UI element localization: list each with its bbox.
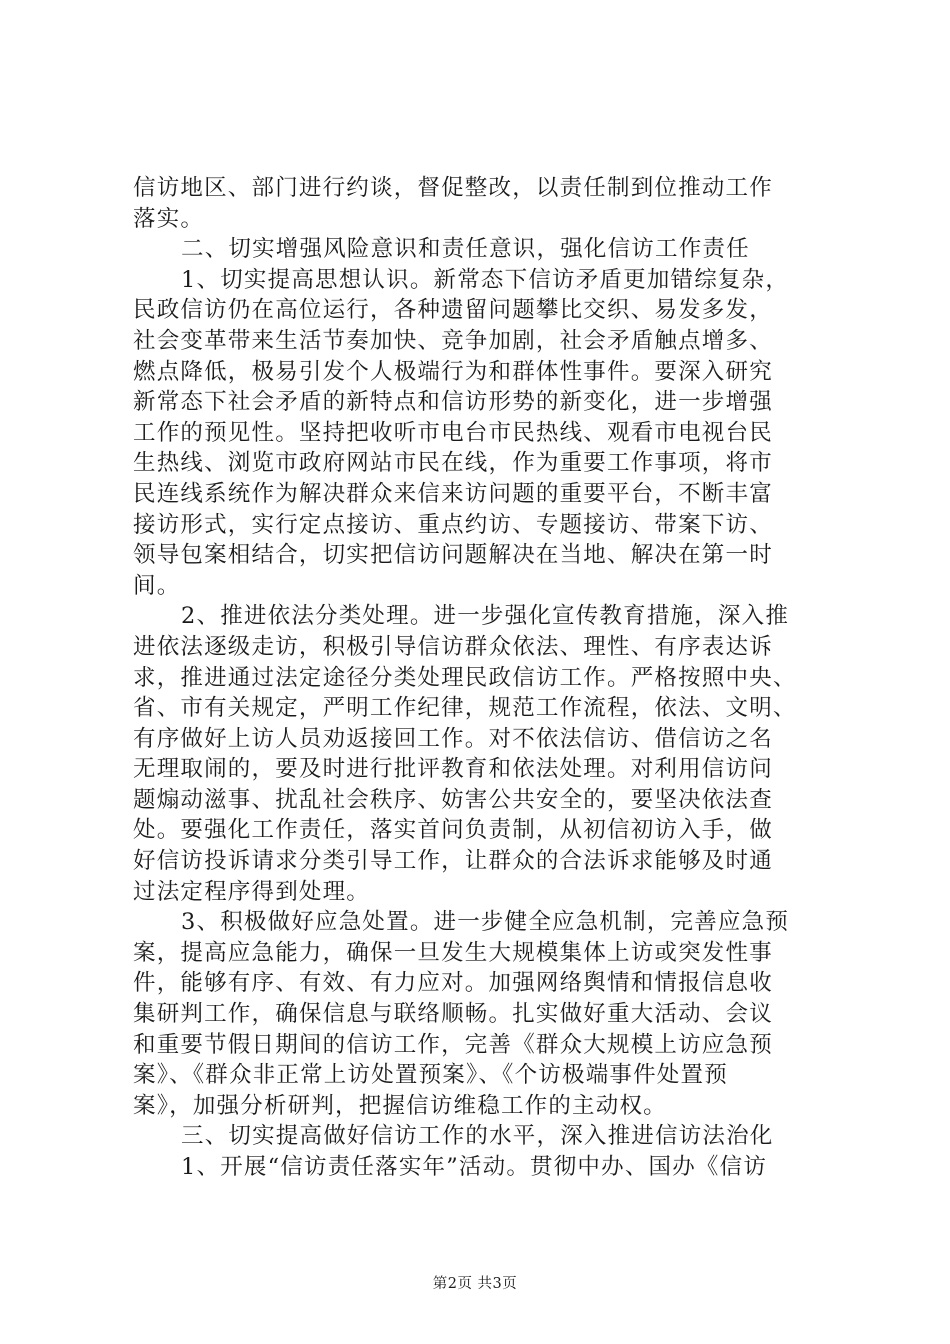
text-line: 生热线、浏览市政府网站市民在线，作为重要工作事项，将市 [133, 450, 773, 477]
text-line: 新常态下社会矛盾的新特点和信访形势的新变化，进一步增强 [133, 389, 773, 416]
text-line: 进依法逐级走访，积极引导信访群众依法、理性、有序表达诉 [133, 633, 773, 660]
text-line: 领导包案相结合，切实把信访问题解决在当地、解决在第一时 [133, 542, 773, 569]
text-line: 间。 [133, 572, 181, 599]
text-line: 集研判工作，确保信息与联络顺畅。扎实做好重大活动、会议 [133, 1001, 773, 1028]
text-line: 案，提高应急能力，确保一旦发生大规模集体上访或突发性事 [133, 939, 773, 966]
text-line: 工作的预见性。坚持把收听市电台市民热线、观看市电视台民 [133, 419, 773, 446]
text-line: 求，推进通过法定途径分类处理民政信访工作。严格按照中央、 [133, 664, 797, 691]
text-line: 落实。 [133, 205, 205, 232]
text-line: 过法定程序得到处理。 [133, 878, 371, 905]
text-line: 有序做好上访人员劝返接回工作。对不依法信访、借信访之名 [133, 725, 773, 752]
text-line: 好信访投诉请求分类引导工作，让群众的合法诉求能够及时通 [133, 848, 773, 875]
text-line: 二、切实增强风险意识和责任意识，强化信访工作责任 [181, 236, 750, 263]
text-line: 社会变革带来生活节奏加快、竞争加剧，社会矛盾触点增多、 [133, 327, 773, 354]
text-line: 省、市有关规定，严明工作纪律，规范工作流程，依法、文明、 [133, 695, 797, 722]
text-line: 无理取闹的，要及时进行批评教育和依法处理。对利用信访问 [133, 756, 773, 783]
text-line: 件，能够有序、有效、有力应对。加强网络舆情和情报信息收 [133, 970, 773, 997]
text-line: 燃点降低，极易引发个人极端行为和群体性事件。要深入研究 [133, 358, 773, 385]
text-line: 案》，加强分析研判，把握信访维稳工作的主动权。 [133, 1092, 667, 1119]
text-line: 民政信访仍在高位运行，各种遗留问题攀比交织、易发多发， [133, 297, 773, 324]
text-line: 1、切实提高思想认识。新常态下信访矛盾更加错综复杂， [181, 266, 790, 293]
text-line: 和重要节假日期间的信访工作，完善《群众大规模上访应急预 [133, 1031, 773, 1058]
text-line: 民连线系统作为解决群众来信来访问题的重要平台，不断丰富 [133, 480, 773, 507]
text-line: 三、切实提高做好信访工作的水平，深入推进信访法治化 [181, 1123, 774, 1150]
text-line: 接访形式，实行定点接访、重点约访、专题接访、带案下访、 [133, 511, 773, 538]
text-line: 信访地区、部门进行约谈，督促整改，以责任制到位推动工作 [133, 175, 773, 201]
text-line: 案》、《群众非正常上访处置预案》、《个访极端事件处置预 [133, 1062, 728, 1089]
text-line: 1、开展“信访责任落实年”活动。贯彻中办、国办《信访 [181, 1154, 768, 1180]
document-body [133, 173, 845, 1183]
text-line: 题煽动滋事、扰乱社会秩序、妨害公共安全的，要坚决依法查 [133, 786, 773, 813]
page-footer: 第2页 共3页 [432, 1276, 518, 1292]
text-line: 2、推进依法分类处理。进一步强化宣传教育措施，深入推 [181, 603, 790, 630]
text-line: 3、积极做好应急处置。进一步健全应急机制，完善应急预 [181, 909, 790, 936]
text-line: 处。要强化工作责任，落实首问负责制，从初信初访入手，做 [133, 817, 773, 844]
